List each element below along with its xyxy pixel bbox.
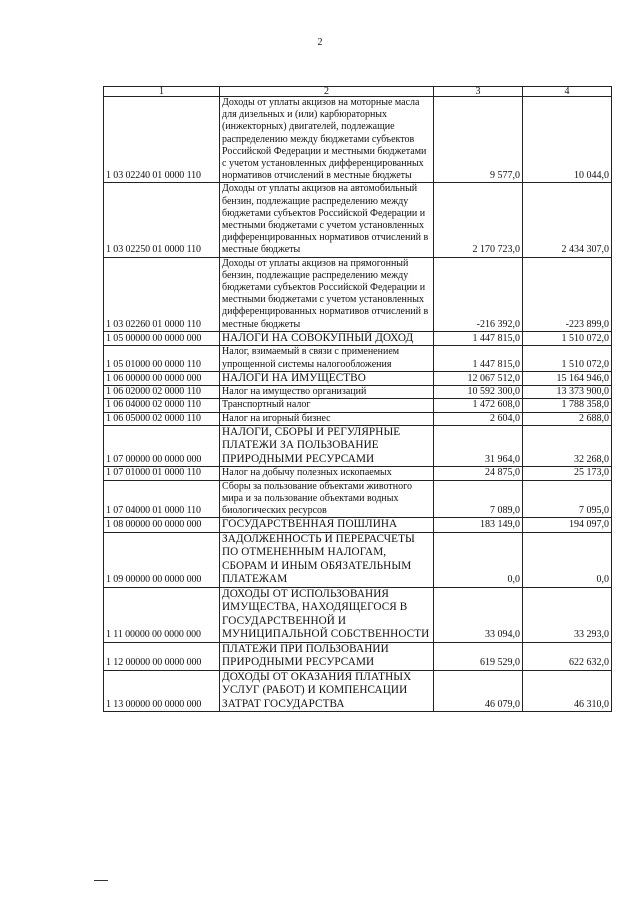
table-row xyxy=(104,97,612,183)
revenue-name-cell: Доходы от уплаты акцизов на моторные масла для дизельных и (или) карбюраторных (инжекторных) двигателей, подлежащие распределению между бюджетами субъектов Российской Федерации и местными бюджетами с учетом установленных дифференцированных нормативов отчислений в местные бюджеты xyxy=(220,97,434,183)
value-col4-cell: 1 788 358,0 xyxy=(523,399,612,412)
value-col3-cell: 24 875,0 xyxy=(434,467,523,480)
value-col3-cell: 0,0 xyxy=(434,532,523,587)
budget-code-cell: 1 05 01000 00 0000 110 xyxy=(104,346,220,371)
value-col3-cell: 31 964,0 xyxy=(434,425,523,467)
value-col3-cell: 10 592 300,0 xyxy=(434,386,523,399)
table-row xyxy=(104,412,612,425)
table-row xyxy=(104,480,612,518)
value-col3-cell: 2 604,0 xyxy=(434,412,523,425)
table-row xyxy=(104,670,612,712)
value-col3-cell: 1 447 815,0 xyxy=(434,331,523,346)
value-col4-cell: 25 173,0 xyxy=(523,467,612,480)
value-col3-cell: 619 529,0 xyxy=(434,642,523,670)
budget-code-cell: 1 12 00000 00 0000 000 xyxy=(104,642,220,670)
table-row xyxy=(104,331,612,346)
budget-code-cell: 1 06 02000 02 0000 110 xyxy=(104,386,220,399)
budget-code-cell: 1 03 02260 01 0000 110 xyxy=(104,257,220,331)
table-row xyxy=(104,467,612,480)
table-row xyxy=(104,257,612,331)
budget-code-cell: 1 03 02240 01 0000 110 xyxy=(104,97,220,183)
budget-code-cell: 1 09 00000 00 0000 000 xyxy=(104,532,220,587)
value-col3-cell: 2 170 723,0 xyxy=(434,183,523,257)
table-row xyxy=(104,587,612,642)
column-header: 2 xyxy=(220,87,434,97)
budget-code-cell: 1 06 00000 00 0000 000 xyxy=(104,371,220,386)
table-row xyxy=(104,642,612,670)
budget-revenue-table xyxy=(103,86,612,712)
revenue-name-cell: ЗАДОЛЖЕННОСТЬ И ПЕРЕРАСЧЕТЫ ПО ОТМЕНЕННЫМ НАЛОГАМ, СБОРАМ И ИНЫМ ОБЯЗАТЕЛЬНЫМ ПЛАТЕЖАМ xyxy=(220,532,434,587)
value-col4-cell: 32 268,0 xyxy=(523,425,612,467)
budget-code-cell: 1 07 01000 01 0000 110 xyxy=(104,467,220,480)
value-col4-cell: -223 899,0 xyxy=(523,257,612,331)
value-col3-cell: -216 392,0 xyxy=(434,257,523,331)
table-row xyxy=(104,386,612,399)
table-row xyxy=(104,399,612,412)
revenue-name-cell: Налог на игорный бизнес xyxy=(220,412,434,425)
revenue-name-cell: ДОХОДЫ ОТ ИСПОЛЬЗОВАНИЯ ИМУЩЕСТВА, НАХОДЯЩЕГОСЯ В ГОСУДАРСТВЕННОЙ И МУНИЦИПАЛЬНОЙ СОБСТВЕННОСТИ xyxy=(220,587,434,642)
budget-code-cell: 1 11 00000 00 0000 000 xyxy=(104,587,220,642)
value-col4-cell: 2 434 307,0 xyxy=(523,183,612,257)
page-number: 2 xyxy=(317,37,323,48)
budget-code-cell: 1 07 00000 00 0000 000 xyxy=(104,425,220,467)
value-col4-cell: 15 164 946,0 xyxy=(523,371,612,386)
revenue-name-cell: Доходы от уплаты акцизов на автомобильный бензин, подлежащие распределению между бюджетами субъектов Российской Федерации и местными бюджетами с учетом установленных дифференцированных нормативов отчислений в местные бюджеты xyxy=(220,183,434,257)
value-col4-cell: 194 097,0 xyxy=(523,518,612,533)
value-col4-cell: 46 310,0 xyxy=(523,670,612,712)
column-header: 1 xyxy=(104,87,220,97)
revenue-name-cell: Доходы от уплаты акцизов на прямогонный бензин, подлежащие распределению между бюджетами субъектов Российской Федерации и местными бюджетами с учетом установленных дифференцированных нормативов отчислений в местные бюджеты xyxy=(220,257,434,331)
budget-code-cell: 1 06 04000 02 0000 110 xyxy=(104,399,220,412)
budget-code-cell: 1 08 00000 00 0000 000 xyxy=(104,518,220,533)
table-row xyxy=(104,532,612,587)
budget-code-cell: 1 06 05000 02 0000 110 xyxy=(104,412,220,425)
value-col4-cell: 10 044,0 xyxy=(523,97,612,183)
column-header: 4 xyxy=(523,87,612,97)
table-row xyxy=(104,425,612,467)
value-col4-cell: 0,0 xyxy=(523,532,612,587)
value-col3-cell: 33 094,0 xyxy=(434,587,523,642)
value-col3-cell: 9 577,0 xyxy=(434,97,523,183)
value-col4-cell: 1 510 072,0 xyxy=(523,331,612,346)
column-header: 3 xyxy=(434,87,523,97)
value-col4-cell: 2 688,0 xyxy=(523,412,612,425)
value-col3-cell: 1 472 608,0 xyxy=(434,399,523,412)
footer-mark xyxy=(94,880,108,881)
revenue-name-cell: ДОХОДЫ ОТ ОКАЗАНИЯ ПЛАТНЫХ УСЛУГ (РАБОТ) И КОМПЕНСАЦИИ ЗАТРАТ ГОСУДАРСТВА xyxy=(220,670,434,712)
table-row xyxy=(104,183,612,257)
revenue-name-cell: Налог на имущество организаций xyxy=(220,386,434,399)
revenue-name-cell: ГОСУДАРСТВЕННАЯ ПОШЛИНА xyxy=(220,518,434,533)
revenue-name-cell: Транспортный налог xyxy=(220,399,434,412)
table-row xyxy=(104,371,612,386)
value-col4-cell: 1 510 072,0 xyxy=(523,346,612,371)
revenue-name-cell: НАЛОГИ НА ИМУЩЕСТВО xyxy=(220,371,434,386)
value-col3-cell: 183 149,0 xyxy=(434,518,523,533)
revenue-name-cell: Налог, взимаемый в связи с применением упрощенной системы налогообложения xyxy=(220,346,434,371)
revenue-name-cell: НАЛОГИ, СБОРЫ И РЕГУЛЯРНЫЕ ПЛАТЕЖИ ЗА ПОЛЬЗОВАНИЕ ПРИРОДНЫМИ РЕСУРСАМИ xyxy=(220,425,434,467)
value-col4-cell: 13 373 900,0 xyxy=(523,386,612,399)
budget-code-cell: 1 13 00000 00 0000 000 xyxy=(104,670,220,712)
revenue-name-cell: Сборы за пользование объектами животного мира и за пользование объектами водных биологических ресурсов xyxy=(220,480,434,518)
value-col3-cell: 1 447 815,0 xyxy=(434,346,523,371)
budget-code-cell: 1 07 04000 01 0000 110 xyxy=(104,480,220,518)
table-row xyxy=(104,518,612,533)
value-col4-cell: 7 095,0 xyxy=(523,480,612,518)
revenue-name-cell: ПЛАТЕЖИ ПРИ ПОЛЬЗОВАНИИ ПРИРОДНЫМИ РЕСУРСАМИ xyxy=(220,642,434,670)
value-col3-cell: 7 089,0 xyxy=(434,480,523,518)
value-col4-cell: 33 293,0 xyxy=(523,587,612,642)
budget-code-cell: 1 03 02250 01 0000 110 xyxy=(104,183,220,257)
value-col3-cell: 12 067 512,0 xyxy=(434,371,523,386)
revenue-name-cell: НАЛОГИ НА СОВОКУПНЫЙ ДОХОД xyxy=(220,331,434,346)
table-row xyxy=(104,346,612,371)
value-col4-cell: 622 632,0 xyxy=(523,642,612,670)
budget-code-cell: 1 05 00000 00 0000 000 xyxy=(104,331,220,346)
revenue-name-cell: Налог на добычу полезных ископаемых xyxy=(220,467,434,480)
table-header-row xyxy=(104,87,612,97)
value-col3-cell: 46 079,0 xyxy=(434,670,523,712)
